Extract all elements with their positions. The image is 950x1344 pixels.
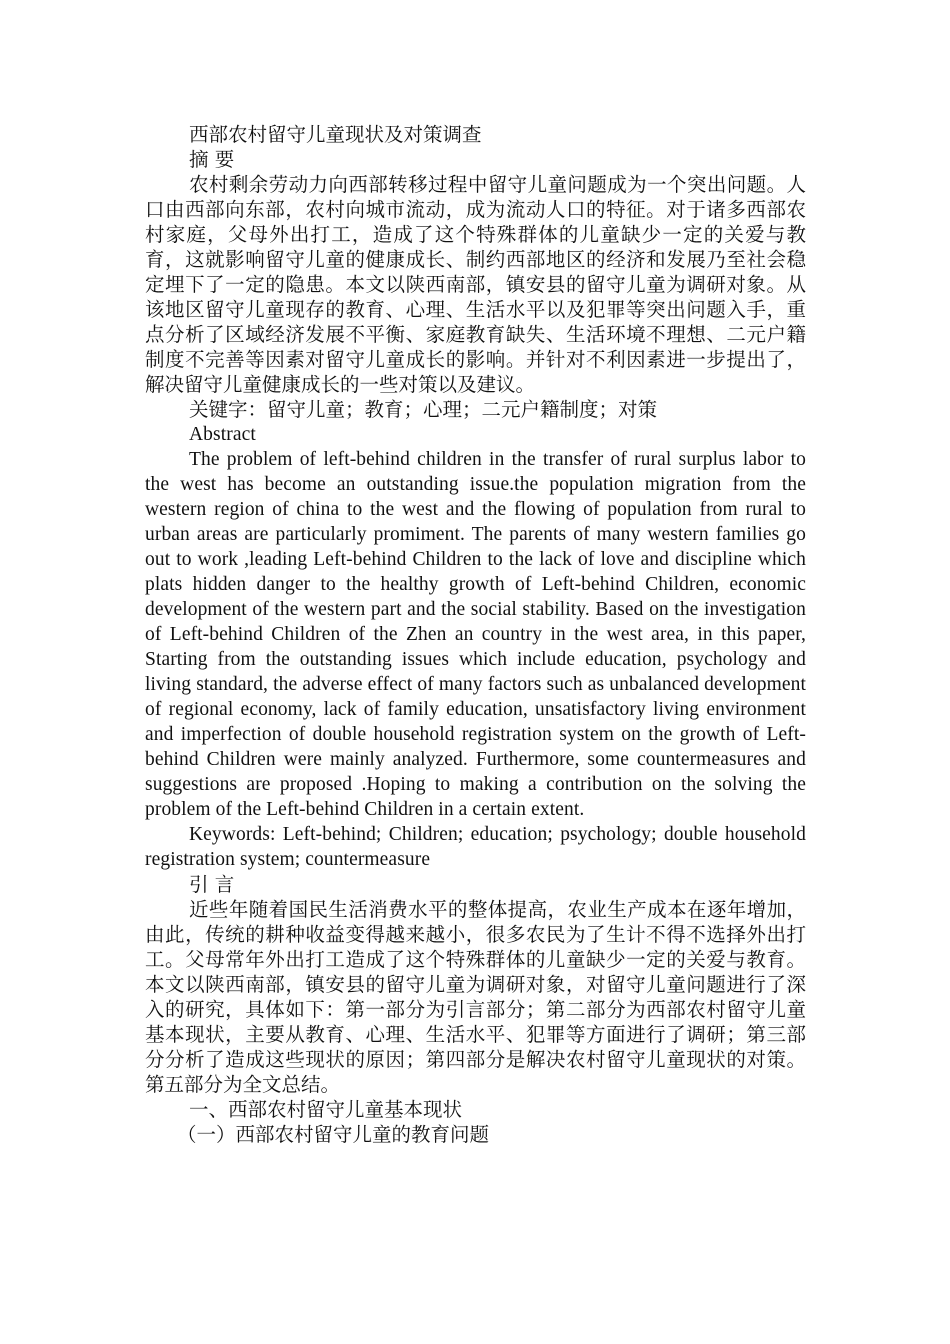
section-1-1-heading: （一）西部农村留守儿童的教育问题 (177, 1123, 490, 1146)
keywords-chinese: 关键字：留守儿童；教育；心理；二元户籍制度；对策 (189, 398, 658, 421)
keywords-english: Keywords: Left-behind; Children; education; psychology; double household registration system; countermeasure (145, 824, 806, 870)
abstract-english: The problem of left-behind children in the transfer of rural surplus labor to the west has become an outstanding issue.the population migration from the western region of china to the west and the flowing of population from rural to urban areas are particularly promiment. The parents of many western families go out to work ,leading Left-behind Children to the lack of love and discipline which plats hidden danger to the healthy growth of Left-behind Children, economic development of the western part and the social stability. Based on the investigation of Left-behind Children of the Zhen an country in the west area, in this paper, Starting from the outstanding issues which include education, psychology and living standard, the adverse effect of many factors such as unbalanced development of regional economy, lack of family education, unsatisfactory living environment and imperfection of double household registration system on the growth of Left-behind Children were mainly analyzed. Furthermore, some countermeasures and suggestions are proposed .Hoping to making a contribution on the solving the problem of the Left-behind Children in a certain extent. (145, 449, 806, 820)
abstract-heading: 摘 要 (189, 148, 235, 171)
abstract-chinese: 农村剩余劳动力向西部转移过程中留守儿童问题成为一个突出问题。人口由西部向东部，农村向城市流动，成为流动人口的特征。对于诸多西部农村家庭，父母外出打工，造成了这个特殊群体的儿童缺少一定的关爱与教育，这就影响留守儿童的健康成长、制约西部地区的经济和发展乃至社会稳定埋下了一定的隐患。本文以陕西南部，镇安县的留守儿童为调研对象。从该地区留守儿童现存的教育、心理、生活水平以及犯罪等突出问题入手，重点分析了区域经济发展不平衡、家庭教育缺失、生活环境不理想、二元户籍制度不完善等因素对留守儿童成长的影响。并针对不利因素进一步提出了，解决留守儿童健康成长的一些对策以及建议。 (145, 173, 806, 396)
introduction-text: 近些年随着国民生活消费水平的整体提高，农业生产成本在逐年增加，由此，传统的耕种收益变得越来越小，很多农民为了生计不得不选择外出打工。父母常年外出打工造成了这个特殊群体的儿童缺少一定的关爱与教育。本文以陕西南部，镇安县的留守儿童为调研对象，对留守儿童问题进行了深入的研究，具体如下：第一部分为引言部分；第二部分为西部农村留守儿童基本现状，主要从教育、心理、生活水平、犯罪等方面进行了调研；第三部分分析了造成这些现状的原因；第四部分是解决农村留守儿童现状的对策。第五部分为全文总结。 (145, 898, 806, 1096)
section-1-heading: 一、西部农村留守儿童基本现状 (189, 1098, 463, 1121)
document-page (145, 122, 806, 1147)
document-title: 西部农村留守儿童现状及对策调查 (189, 123, 482, 146)
introduction-heading: 引 言 (189, 873, 235, 896)
abstract-english-heading: Abstract (189, 424, 256, 445)
